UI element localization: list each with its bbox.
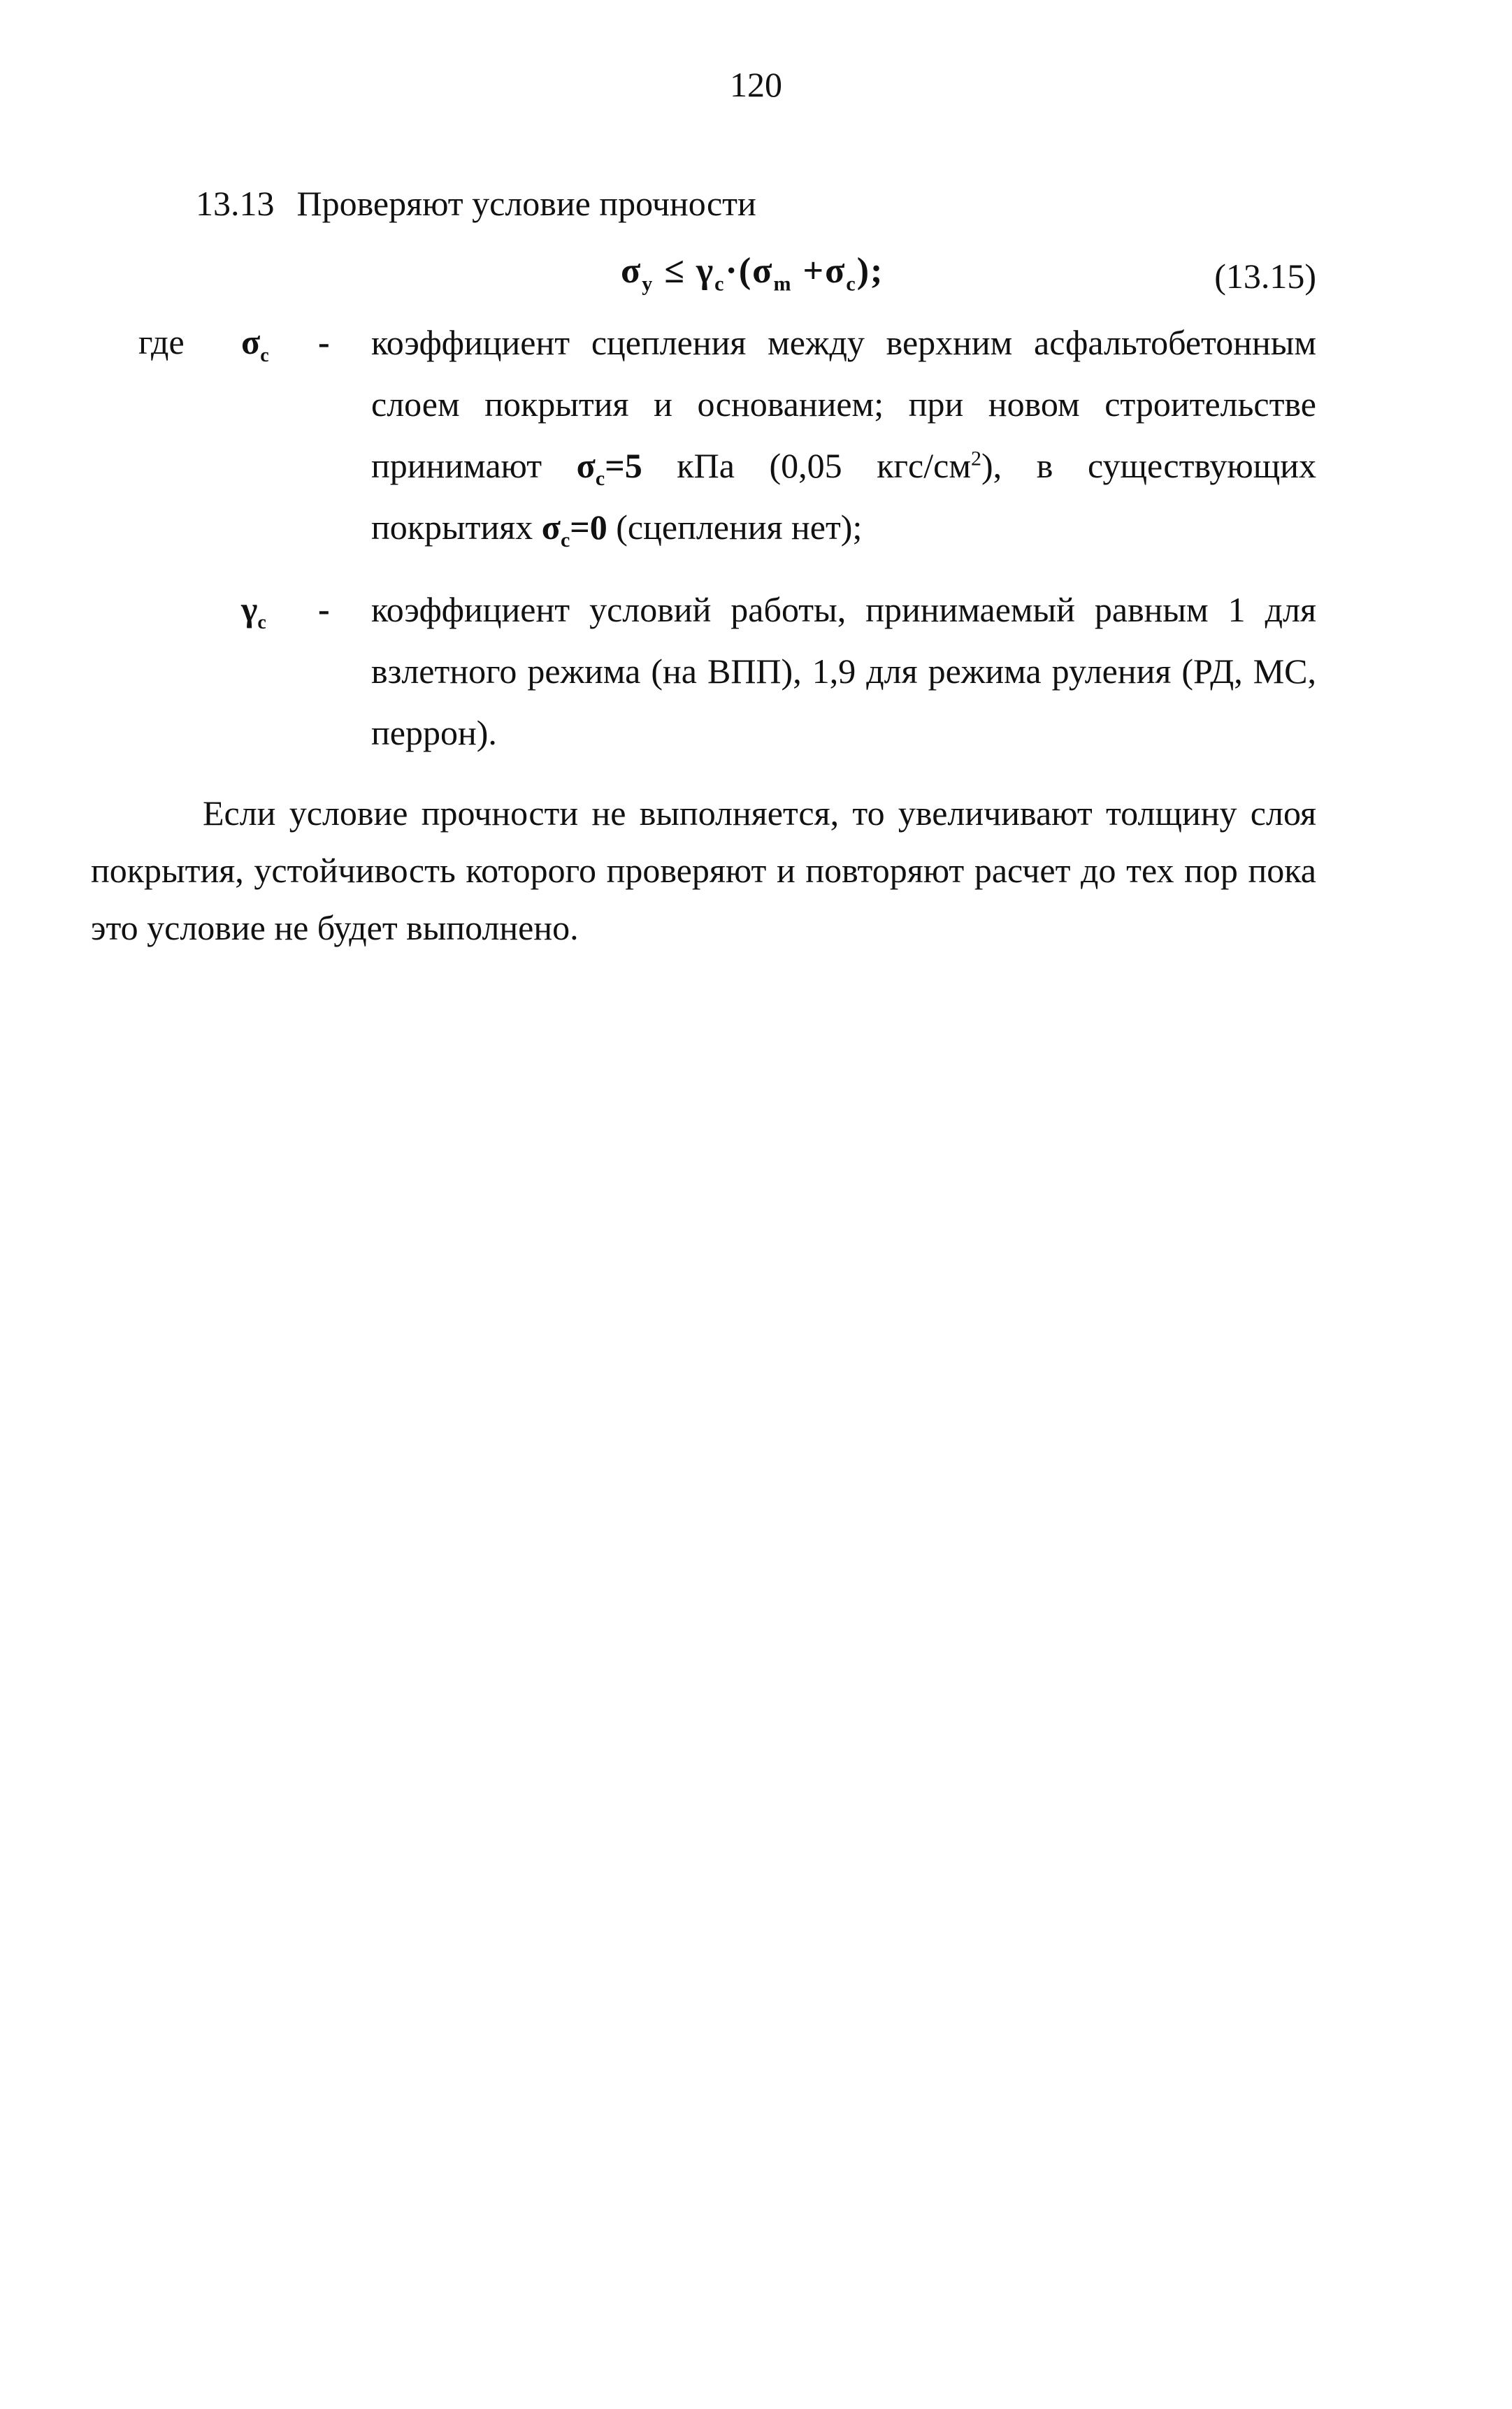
bold-sub: c [595,467,605,490]
bold-tail: =0 [570,508,607,547]
formula-tail: ); [856,251,884,291]
bold-tail: =5 [605,446,642,485]
symbol-sub: c [257,612,266,633]
definition-text-gamma-c: коэффициент условий работы, принимаемый равным 1 для взлетного режима (на ВПП), 1,9 для режима руления (РД, МС, перрон). [371,590,1316,752]
definition-text-part: (сцепления нет); [607,508,863,547]
section-title: Проверяют условие прочности [296,184,756,223]
bold-value-new [576,446,642,490]
formula-relation: ≤ γ [654,251,715,291]
definition-text-sigma-c [371,312,1316,558]
symbol-sub: c [260,345,269,366]
definition-dash: - [318,589,330,628]
bold-symbol: σ [541,508,561,547]
conclusion-paragraph: Если условие прочности не выполняется, то увеличивают толщину слоя покрытия, устойчивость которого проверяют и повторяют расчет до тех пор пока это условие не будет выполнено. [91,793,1316,947]
section-number: 13.13 [196,184,275,223]
definition-dash: - [318,322,330,361]
bold-value-existing [541,508,607,552]
symbol-char: γ [241,589,258,628]
formula-sigma-m: ·(σ [725,251,774,291]
formula-sub-y: y [642,272,654,296]
section-heading [196,183,756,224]
formula-sigma-y: σ [621,251,642,291]
symbol-char: σ [241,322,261,361]
definition-text-part: коэффициент сцепления между верхним асфальтобетонным слоем покрытия и основанием; при новом строительстве принимают [371,323,1316,485]
equation-number: (13.15) [1214,257,1316,296]
strength-formula [621,250,884,296]
where-label: где [138,322,185,361]
formula-sub-gamma: c [714,272,726,296]
definition-symbol-gamma-c [241,589,266,634]
page-number: 120 [730,65,782,104]
bold-sub: c [560,528,570,552]
formula-sub-m: m [773,272,793,296]
superscript: 2 [970,447,981,470]
definition-symbol-sigma-c [241,322,269,367]
definition-text-part: кПа (0,05 кгс/см [642,446,971,485]
formula-sigma-c: +σ [792,251,847,291]
definition-text-part: ), в существующих покрытиях [371,446,1316,547]
formula-sub-c: c [846,272,857,296]
bold-symbol: σ [576,446,596,485]
